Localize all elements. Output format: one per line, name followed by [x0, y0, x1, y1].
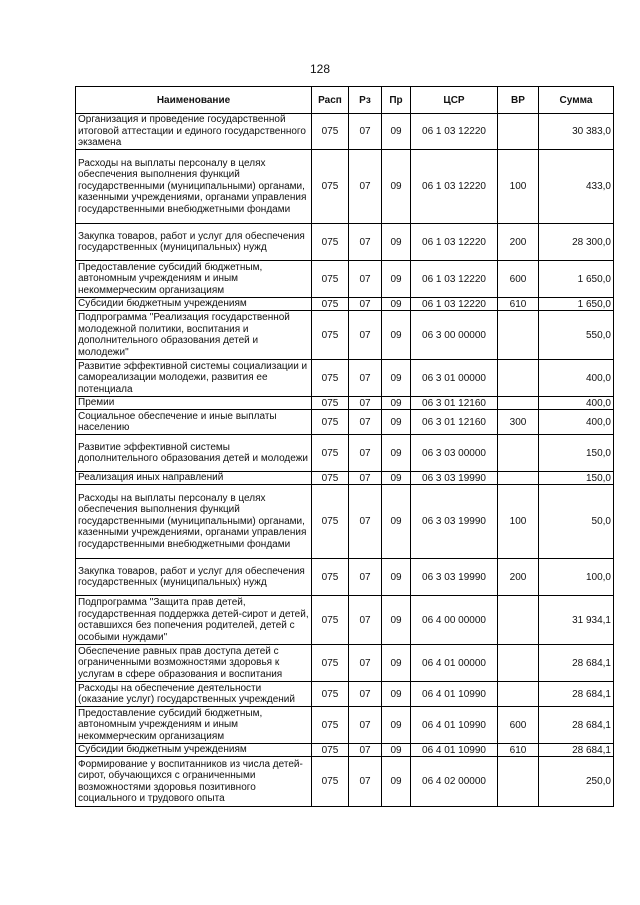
table-row [76, 485, 614, 559]
row-pr: 09 [382, 485, 411, 559]
row-sum: 250,0 [539, 757, 614, 807]
table-row [76, 472, 614, 485]
row-rasp: 075 [312, 559, 349, 596]
row-sum: 28 300,0 [539, 224, 614, 261]
row-vr [498, 397, 539, 410]
row-pr: 09 [382, 472, 411, 485]
row-rz: 07 [349, 707, 382, 744]
table-row [76, 114, 614, 150]
table-row [76, 744, 614, 757]
row-vr: 600 [498, 707, 539, 744]
row-rz: 07 [349, 150, 382, 224]
row-vr [498, 645, 539, 682]
row-rasp: 075 [312, 472, 349, 485]
header-sum: Сумма [539, 87, 614, 114]
row-name: Развитие эффективной системы дополнительного образования детей и молодежи [76, 435, 312, 472]
row-csr: 06 1 03 12220 [411, 261, 498, 298]
row-pr: 09 [382, 261, 411, 298]
row-sum: 150,0 [539, 435, 614, 472]
table-row [76, 224, 614, 261]
table-row [76, 410, 614, 435]
row-name: Расходы на выплаты персоналу в целях обеспечения выполнения функций государственными (муниципальными) органами, казенными учреждениями, органами управления государственными внебюджетными фондами [76, 150, 312, 224]
row-csr: 06 1 03 12220 [411, 150, 498, 224]
row-vr: 200 [498, 224, 539, 261]
row-csr: 06 4 02 00000 [411, 757, 498, 807]
table-row [76, 707, 614, 744]
row-name: Обеспечение равных прав доступа детей с ограниченными возможностями здоровья к услугам в сфере образования и воспитания [76, 645, 312, 682]
row-rasp: 075 [312, 757, 349, 807]
row-name: Предоставление субсидий бюджетным, автономным учреждениям и иным некоммерческим организациям [76, 261, 312, 298]
row-name: Закупка товаров, работ и услуг для обеспечения государственных (муниципальных) нужд [76, 224, 312, 261]
row-vr [498, 472, 539, 485]
row-vr: 610 [498, 298, 539, 311]
table-row [76, 298, 614, 311]
header-csr: ЦСР [411, 87, 498, 114]
row-sum: 1 650,0 [539, 261, 614, 298]
table-row [76, 596, 614, 645]
row-rz: 07 [349, 559, 382, 596]
row-name: Реализация иных направлений [76, 472, 312, 485]
row-pr: 09 [382, 645, 411, 682]
row-rasp: 075 [312, 114, 349, 150]
row-name: Премии [76, 397, 312, 410]
row-csr: 06 4 00 00000 [411, 596, 498, 645]
row-rasp: 075 [312, 645, 349, 682]
row-pr: 09 [382, 682, 411, 707]
row-rz: 07 [349, 435, 382, 472]
row-rasp: 075 [312, 707, 349, 744]
row-name: Субсидии бюджетным учреждениям [76, 298, 312, 311]
header-name: Наименование [76, 87, 312, 114]
row-csr: 06 3 03 00000 [411, 435, 498, 472]
row-rasp: 075 [312, 744, 349, 757]
row-rz: 07 [349, 744, 382, 757]
row-rasp: 075 [312, 224, 349, 261]
row-pr: 09 [382, 114, 411, 150]
table-row [76, 311, 614, 360]
row-rz: 07 [349, 682, 382, 707]
row-rasp: 075 [312, 596, 349, 645]
row-pr: 09 [382, 744, 411, 757]
row-vr [498, 360, 539, 397]
row-csr: 06 1 03 12220 [411, 298, 498, 311]
row-csr: 06 1 03 12220 [411, 114, 498, 150]
table-row [76, 645, 614, 682]
row-sum: 100,0 [539, 559, 614, 596]
row-vr [498, 682, 539, 707]
row-sum: 400,0 [539, 397, 614, 410]
row-sum: 400,0 [539, 360, 614, 397]
header-rz: Рз [349, 87, 382, 114]
row-pr: 09 [382, 559, 411, 596]
row-sum: 150,0 [539, 472, 614, 485]
row-vr: 100 [498, 150, 539, 224]
row-pr: 09 [382, 410, 411, 435]
row-pr: 09 [382, 757, 411, 807]
row-rasp: 075 [312, 410, 349, 435]
row-rz: 07 [349, 360, 382, 397]
row-rasp: 075 [312, 360, 349, 397]
table-row [76, 559, 614, 596]
row-vr [498, 596, 539, 645]
row-pr: 09 [382, 435, 411, 472]
row-rz: 07 [349, 472, 382, 485]
row-rasp: 075 [312, 435, 349, 472]
row-rasp: 075 [312, 298, 349, 311]
row-csr: 06 3 01 00000 [411, 360, 498, 397]
row-vr: 200 [498, 559, 539, 596]
table-row [76, 261, 614, 298]
row-rz: 07 [349, 645, 382, 682]
row-rasp: 075 [312, 485, 349, 559]
row-pr: 09 [382, 150, 411, 224]
row-pr: 09 [382, 224, 411, 261]
row-sum: 28 684,1 [539, 645, 614, 682]
row-csr: 06 4 01 10990 [411, 707, 498, 744]
row-rz: 07 [349, 224, 382, 261]
row-csr: 06 4 01 10990 [411, 682, 498, 707]
row-name: Расходы на обеспечение деятельности (оказание услуг) государственных учреждений [76, 682, 312, 707]
row-vr [498, 757, 539, 807]
row-csr: 06 1 03 12220 [411, 224, 498, 261]
table-row [76, 435, 614, 472]
row-vr [498, 114, 539, 150]
row-name: Подпрограмма "Реализация государственной молодежной политики, воспитания и дополнительного образования детей и молодежи" [76, 311, 312, 360]
table-row [76, 150, 614, 224]
header-rasp: Расп [312, 87, 349, 114]
row-sum: 50,0 [539, 485, 614, 559]
row-vr [498, 311, 539, 360]
row-pr: 09 [382, 360, 411, 397]
row-pr: 09 [382, 311, 411, 360]
table-row [76, 360, 614, 397]
row-sum: 433,0 [539, 150, 614, 224]
row-rz: 07 [349, 298, 382, 311]
header-vr: ВР [498, 87, 539, 114]
budget-table [75, 86, 614, 807]
row-sum: 550,0 [539, 311, 614, 360]
row-name: Предоставление субсидий бюджетным, автономным учреждениям и иным некоммерческим организациям [76, 707, 312, 744]
row-vr: 610 [498, 744, 539, 757]
row-sum: 31 934,1 [539, 596, 614, 645]
row-name: Расходы на выплаты персоналу в целях обеспечения выполнения функций государственными (муниципальными) органами, казенными учреждениями, органами управления государственными внебюджетными фондами [76, 485, 312, 559]
row-sum: 30 383,0 [539, 114, 614, 150]
row-pr: 09 [382, 596, 411, 645]
row-pr: 09 [382, 397, 411, 410]
row-vr: 100 [498, 485, 539, 559]
row-rz: 07 [349, 596, 382, 645]
row-rz: 07 [349, 485, 382, 559]
row-rz: 07 [349, 261, 382, 298]
row-rasp: 075 [312, 311, 349, 360]
row-csr: 06 3 03 19990 [411, 559, 498, 596]
row-rasp: 075 [312, 150, 349, 224]
table-row [76, 757, 614, 807]
row-csr: 06 3 03 19990 [411, 485, 498, 559]
page-number: 128 [309, 62, 331, 76]
row-csr: 06 3 00 00000 [411, 311, 498, 360]
row-vr: 600 [498, 261, 539, 298]
row-name: Социальное обеспечение и иные выплаты населению [76, 410, 312, 435]
row-rasp: 075 [312, 261, 349, 298]
row-name: Субсидии бюджетным учреждениям [76, 744, 312, 757]
row-name: Формирование у воспитанников из числа детей-сирот, обучающихся с ограниченными возможностями здоровья позитивного социального и трудового опыта [76, 757, 312, 807]
header-pr: Пр [382, 87, 411, 114]
row-name: Развитие эффективной системы социализации и самореализации молодежи, развития ее потенциала [76, 360, 312, 397]
row-rz: 07 [349, 757, 382, 807]
row-sum: 28 684,1 [539, 744, 614, 757]
row-csr: 06 3 01 12160 [411, 397, 498, 410]
row-rz: 07 [349, 410, 382, 435]
row-rasp: 075 [312, 682, 349, 707]
row-pr: 09 [382, 298, 411, 311]
row-name: Подпрограмма "Защита прав детей, государственная поддержка детей-сирот и детей, оставшихся без попечения родителей, детей с особыми нуждами" [76, 596, 312, 645]
row-rasp: 075 [312, 397, 349, 410]
table-row [76, 682, 614, 707]
row-csr: 06 3 01 12160 [411, 410, 498, 435]
row-vr: 300 [498, 410, 539, 435]
row-sum: 400,0 [539, 410, 614, 435]
row-rz: 07 [349, 114, 382, 150]
row-csr: 06 4 01 10990 [411, 744, 498, 757]
row-vr [498, 435, 539, 472]
row-rz: 07 [349, 397, 382, 410]
row-sum: 28 684,1 [539, 707, 614, 744]
row-csr: 06 4 01 00000 [411, 645, 498, 682]
row-pr: 09 [382, 707, 411, 744]
table-row [76, 397, 614, 410]
row-name: Закупка товаров, работ и услуг для обеспечения государственных (муниципальных) нужд [76, 559, 312, 596]
table-header-row [76, 87, 614, 114]
row-sum: 1 650,0 [539, 298, 614, 311]
row-rz: 07 [349, 311, 382, 360]
row-csr: 06 3 03 19990 [411, 472, 498, 485]
row-name: Организация и проведение государственной итоговой аттестации и единого государственного экзамена [76, 114, 312, 150]
row-sum: 28 684,1 [539, 682, 614, 707]
